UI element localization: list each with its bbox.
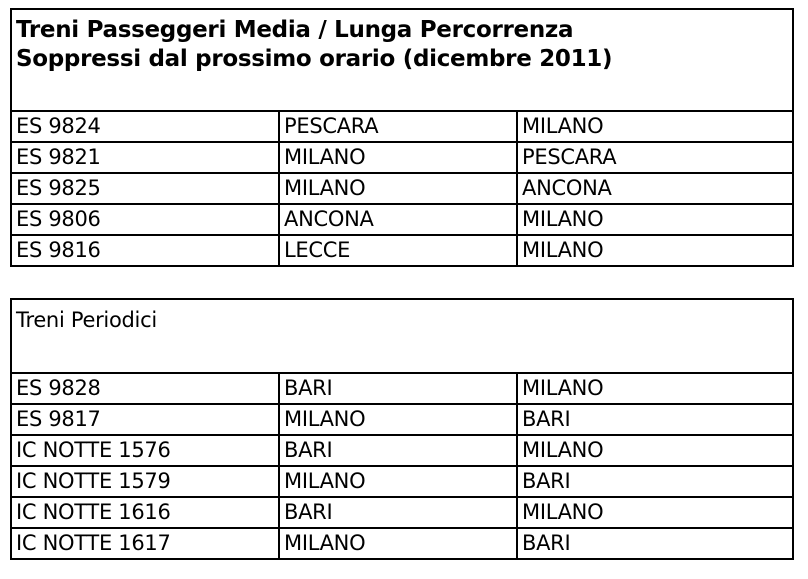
train-number-cell: ES 9817 [11,404,279,435]
train-number-cell: ES 9806 [11,204,279,235]
train-number-cell: IC NOTTE 1579 [11,466,279,497]
train-number-cell: IC NOTTE 1576 [11,435,279,466]
train-number-cell: ES 9825 [11,173,279,204]
train-number-cell: ES 9816 [11,235,279,266]
origin-cell: MILANO [279,142,517,173]
origin-cell: BARI [279,497,517,528]
origin-cell: MILANO [279,466,517,497]
table-row [11,111,793,142]
table-row [11,466,793,497]
origin-cell: BARI [279,435,517,466]
train-number-cell: ES 9824 [11,111,279,142]
table-row [11,435,793,466]
destination-cell: BARI [517,466,793,497]
train-number-cell: IC NOTTE 1616 [11,497,279,528]
table-row [11,173,793,204]
table-row [11,528,793,559]
origin-cell: LECCE [279,235,517,266]
train-number-cell: IC NOTTE 1617 [11,528,279,559]
train-number-cell: ES 9821 [11,142,279,173]
periodic-trains-title: Treni Periodici [11,299,793,373]
table-row [11,497,793,528]
destination-cell: MILANO [517,204,793,235]
destination-cell: PESCARA [517,142,793,173]
title-line-1: Treni Passeggeri Media / Lunga Percorrenza [16,17,574,43]
destination-cell: MILANO [517,373,793,404]
origin-cell: PESCARA [279,111,517,142]
table-row [11,373,793,404]
title-line-2: Soppressi dal prossimo orario (dicembre 2011) [16,46,613,72]
destination-cell: MILANO [517,235,793,266]
suppressed-trains-table [10,8,794,267]
table-row [11,204,793,235]
periodic-trains-table [10,298,794,560]
table-row [11,235,793,266]
table-header-row [11,299,793,373]
origin-cell: MILANO [279,404,517,435]
train-number-cell: ES 9828 [11,373,279,404]
origin-cell: MILANO [279,173,517,204]
origin-cell: BARI [279,373,517,404]
table-header-row [11,9,793,111]
origin-cell: ANCONA [279,204,517,235]
destination-cell: MILANO [517,497,793,528]
destination-cell: ANCONA [517,173,793,204]
origin-cell: MILANO [279,528,517,559]
destination-cell: MILANO [517,111,793,142]
table-row [11,142,793,173]
destination-cell: BARI [517,404,793,435]
destination-cell: MILANO [517,435,793,466]
table-row [11,404,793,435]
suppressed-trains-title [11,9,793,111]
destination-cell: BARI [517,528,793,559]
